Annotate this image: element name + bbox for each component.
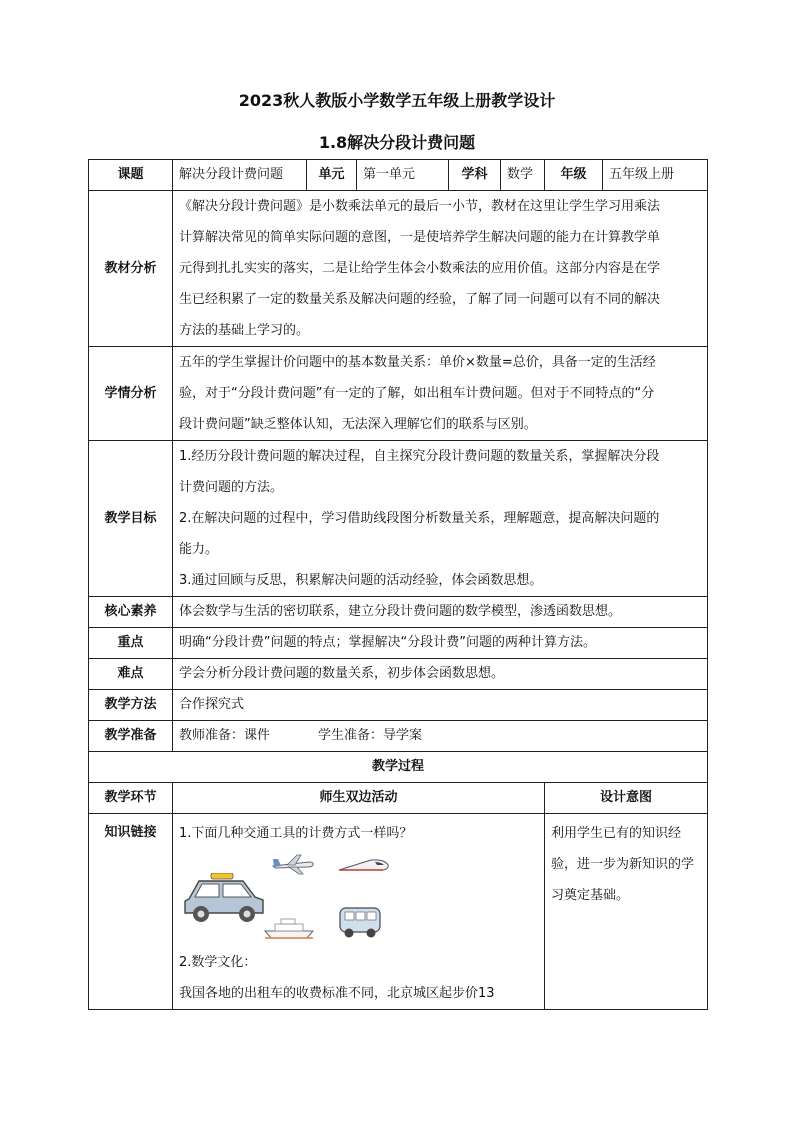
key-points-label: 重点 bbox=[89, 628, 173, 659]
intent-content bbox=[545, 814, 708, 1010]
text-line: 《解决分段计费问题》是小数乘法单元的最后一小节，教材在这里让学生学习用乘法 bbox=[179, 199, 661, 214]
bus-icon bbox=[337, 905, 383, 939]
preparation-row bbox=[89, 721, 708, 752]
objectives-content bbox=[173, 441, 708, 597]
text-line: 3.通过回顾与反思，积累解决问题的活动经验，体会函数思想。 bbox=[179, 573, 543, 588]
question-1: 1.下面几种交通工具的计费方式一样吗？ bbox=[179, 826, 413, 841]
airplane-icon bbox=[271, 853, 315, 875]
text-line: 元得到扎扎实实的落实，二是让给学生体会小数乘法的应用价值。这部分内容是在学 bbox=[179, 261, 661, 276]
activity-content bbox=[173, 814, 545, 1010]
grade-value: 五年级上册 bbox=[603, 160, 708, 191]
question-2-text: 我国各地的出租车的收费标准不同，北京城区起步价13 bbox=[179, 986, 495, 1001]
objectives-row bbox=[89, 441, 708, 597]
lesson-title: 1.8解决分段计费问题 bbox=[318, 133, 476, 152]
text-line: 能力。 bbox=[179, 542, 219, 557]
grade-label: 年级 bbox=[545, 160, 603, 191]
process-title: 教学过程 bbox=[89, 752, 708, 783]
topic-label: 课题 bbox=[89, 160, 173, 191]
core-literacy-label: 核心素养 bbox=[89, 597, 173, 628]
core-literacy-row bbox=[89, 597, 708, 628]
topic-value: 解决分段计费问题 bbox=[173, 160, 307, 191]
objectives-label: 教学目标 bbox=[89, 441, 173, 597]
preparation-label: 教学准备 bbox=[89, 721, 173, 752]
document-title: 2023秋人教版小学数学五年级上册教学设计 bbox=[238, 91, 556, 110]
method-row bbox=[89, 690, 708, 721]
student-analysis-row bbox=[89, 347, 708, 441]
student-preparation: 学生准备：导学案 bbox=[318, 728, 423, 743]
info-row bbox=[89, 160, 708, 191]
difficulties-row bbox=[89, 659, 708, 690]
text-line: 2.在解决问题的过程中，学习借助线段图分析数量关系，理解题意，提高解决问题的 bbox=[179, 511, 660, 526]
activity-column-header: 师生双边活动 bbox=[173, 783, 545, 814]
student-analysis-label: 学情分析 bbox=[89, 347, 173, 441]
process-title-row bbox=[89, 752, 708, 783]
difficulties-content: 学会分析分段计费问题的数量关系，初步体会函数思想。 bbox=[173, 659, 708, 690]
transport-images bbox=[179, 851, 538, 943]
text-line: 五年的学生掌握计价问题中的基本数量关系：单价×数量=总价，具备一定的生活经 bbox=[179, 355, 656, 370]
key-points-content: 明确“分段计费”问题的特点；掌握解决“分段计费”问题的两种计算方法。 bbox=[173, 628, 708, 659]
taxi-icon bbox=[181, 873, 267, 925]
question-2: 2.数学文化： bbox=[179, 955, 257, 970]
key-points-row bbox=[89, 628, 708, 659]
text-line: 计费问题的方法。 bbox=[179, 480, 284, 495]
text-line: 段计费问题”缺乏整体认知，无法深入理解它们的联系与区别。 bbox=[179, 417, 537, 432]
method-content: 合作探究式 bbox=[173, 690, 708, 721]
process-row bbox=[89, 814, 708, 1010]
intent-column-header: 设计意图 bbox=[545, 783, 708, 814]
text-line: 利用学生已有的知识经 bbox=[551, 826, 682, 841]
text-line: 习奠定基础。 bbox=[551, 888, 630, 903]
textbook-analysis-row bbox=[89, 191, 708, 347]
core-literacy-content: 体会数学与生活的密切联系，建立分段计费问题的数学模型，渗透函数思想。 bbox=[173, 597, 708, 628]
text-line: 方法的基础上学习的。 bbox=[179, 323, 310, 338]
ship-icon bbox=[261, 915, 317, 941]
lesson-plan-table bbox=[88, 159, 708, 1010]
text-line: 验，对于“分段计费问题”有一定的了解，如出租车计费问题。但对于不同特点的“分 bbox=[179, 386, 655, 401]
textbook-analysis-label: 教材分析 bbox=[89, 191, 173, 347]
unit-value: 第一单元 bbox=[357, 160, 449, 191]
train-icon bbox=[337, 855, 389, 875]
text-line: 验，进一步为新知识的学 bbox=[551, 857, 695, 872]
stage-column-header: 教学环节 bbox=[89, 783, 173, 814]
text-line: 1.经历分段计费问题的解决过程，自主探究分段计费问题的数量关系，掌握解决分段 bbox=[179, 449, 660, 464]
subject-label: 学科 bbox=[449, 160, 501, 191]
process-header-row bbox=[89, 783, 708, 814]
teacher-preparation: 教师准备：课件 bbox=[179, 728, 271, 743]
method-label: 教学方法 bbox=[89, 690, 173, 721]
student-analysis-content bbox=[173, 347, 708, 441]
difficulties-label: 难点 bbox=[89, 659, 173, 690]
preparation-content bbox=[173, 721, 708, 752]
subject-value: 数学 bbox=[501, 160, 545, 191]
unit-label: 单元 bbox=[307, 160, 357, 191]
text-line: 生已经积累了一定的数量关系及解决问题的经验，了解了同一问题可以有不同的解决 bbox=[179, 292, 661, 307]
textbook-analysis-content bbox=[173, 191, 708, 347]
stage-knowledge-link: 知识链接 bbox=[89, 814, 173, 1010]
text-line: 计算解决常见的简单实际问题的意图，一是使培养学生解决问题的能力在计算教学单 bbox=[179, 230, 661, 245]
